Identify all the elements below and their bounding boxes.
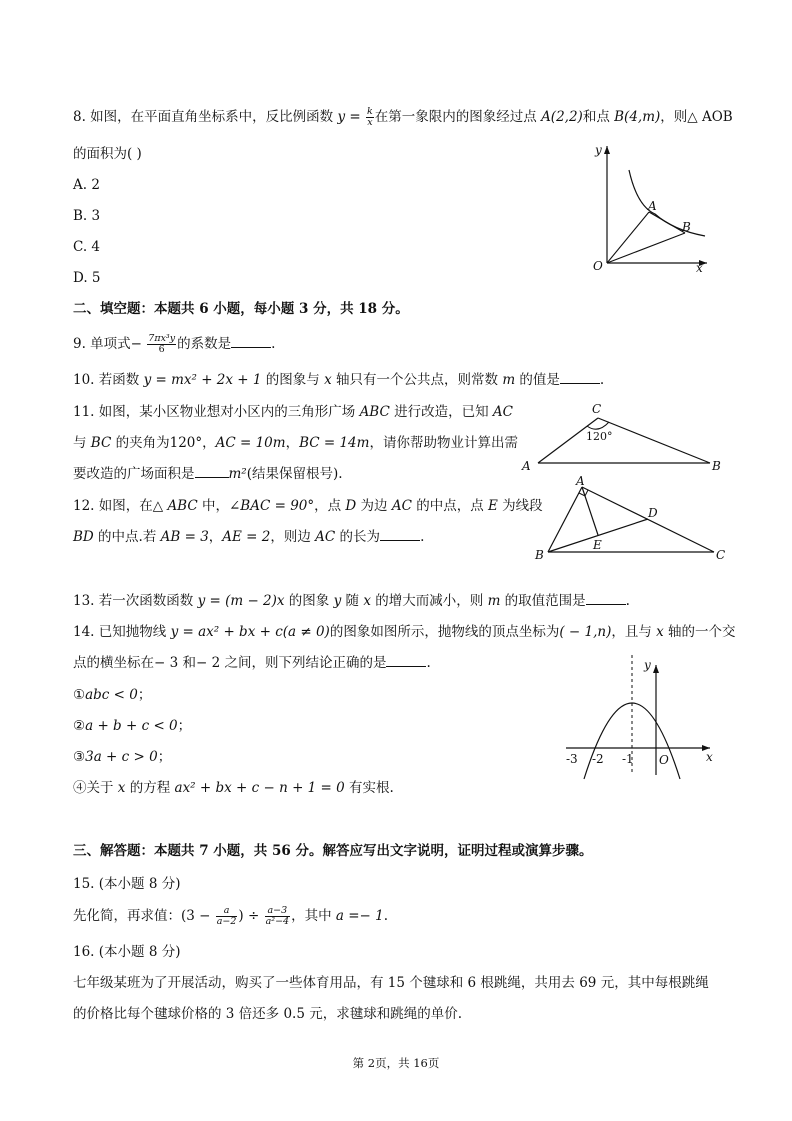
q10-x: x	[324, 372, 332, 388]
q15-frac2-den: a²−4	[265, 916, 290, 927]
q12-text: ，则边	[270, 529, 316, 545]
q14-text: ，且与	[611, 624, 657, 640]
q11-line2	[73, 434, 518, 452]
q8-point-b: B(4,m)	[614, 109, 661, 125]
q9-text: 9. 单项式−	[73, 336, 147, 352]
q12-text: 的中点，点	[411, 498, 489, 514]
q11-text: 与	[73, 435, 91, 451]
q11-blank[interactable]	[195, 465, 229, 478]
q14-item-tail: ；	[157, 749, 172, 765]
q12-fig-d: D	[648, 506, 658, 520]
q14-text: 点的横坐标在− 3 和− 2 之间，则下列结论正确的是	[73, 655, 387, 671]
q14-figure	[560, 655, 720, 780]
q9-line	[73, 334, 275, 355]
q10-expr: y = mx² + 2x + 1	[143, 372, 262, 388]
q8-text: 和点	[582, 109, 615, 125]
q13-text: 随	[341, 593, 364, 609]
q14-fig-x: x	[706, 750, 713, 764]
q11-text: 要改造的广场面积是	[73, 466, 195, 482]
q14-item-mark: ①	[73, 687, 86, 703]
q15-fraction-1	[216, 906, 238, 927]
q14-item4-expr: ax² + bx + c − n + 1 = 0	[174, 780, 345, 796]
q9-frac-den: 6	[158, 344, 165, 355]
q14-text: 轴的一个交	[663, 624, 736, 640]
q9-blank[interactable]	[231, 335, 271, 348]
q12-text: 的中点.若	[93, 529, 161, 545]
q12-text: ，点	[314, 498, 346, 514]
q8-text: ，则△ AOB	[660, 109, 733, 125]
q13-text: 的增大而减小，则	[370, 593, 488, 609]
q13-m: m	[487, 593, 501, 609]
q12-line1	[73, 497, 543, 515]
q15-fraction-2	[265, 906, 290, 927]
q14-fig-m3: -3	[566, 752, 578, 766]
q10-line	[73, 371, 604, 389]
q11-side-bc	[598, 418, 710, 463]
q11-fig-angle: 120°	[586, 430, 613, 443]
q8-segment-ab	[649, 212, 685, 233]
q10-text: 的值是	[515, 372, 560, 388]
q12-abc: ABC	[167, 498, 198, 514]
q12-fig-b: B	[535, 548, 544, 562]
q14-fig-m1: -1	[622, 752, 634, 766]
q14-item-2	[73, 717, 191, 735]
q14-vertex: ( − 1,n)	[559, 624, 612, 640]
q8-fig-y: y	[595, 143, 602, 157]
q14-line2	[73, 654, 431, 672]
q12-blank[interactable]	[380, 528, 420, 541]
q12-fig-a: A	[576, 475, 585, 488]
q14-text: .	[426, 655, 431, 671]
q13-blank[interactable]	[586, 592, 626, 605]
q8-text: 在第一象限内的图象经过点	[374, 109, 542, 125]
q14-item4-x: x	[117, 780, 126, 796]
q14-x: x	[656, 624, 664, 640]
q15-frac1-den: a−2	[216, 916, 237, 927]
section3-heading: 三、解答题：本题共 7 小题，共 56 分。解答应写出文字说明，证明过程或演算步骤。	[73, 843, 593, 859]
q9-text: .	[271, 336, 276, 352]
q15-text: 先化简，再求值：(3 −	[73, 908, 215, 924]
q8-hyperbola	[629, 170, 705, 236]
q10-text: 的图象与	[261, 372, 325, 388]
q8-fig-b: B	[682, 220, 691, 234]
q12-d: D	[345, 498, 357, 514]
q14-expr: y = ax² + bx + c(a ≠ 0)	[170, 624, 330, 640]
q10-text: 10. 若函数	[73, 372, 144, 388]
q15-line	[73, 906, 388, 927]
q8-option-a: A. 2	[73, 177, 100, 193]
q10-text: .	[599, 372, 605, 388]
q14-text: 14. 已知抛物线	[73, 624, 171, 640]
q11-ac-value: AC = 10m	[215, 435, 286, 451]
q11-unit: m²	[228, 466, 247, 482]
q14-item-1	[73, 686, 151, 704]
q8-text: 8. 如图，在平面直角坐标系中，反比例函数	[73, 109, 338, 125]
q13-y: y	[333, 593, 342, 609]
q13-text: 的取值范围是	[500, 593, 586, 609]
q16-line1: 七年级某班为了开展活动，购买了一些体育用品，有 15 个毽球和 6 根跳绳，共用去 69 元，其中每根跳绳	[73, 975, 709, 991]
q12-angle: ∠BAC = 90°	[228, 498, 315, 514]
q13-text: 的图象	[284, 593, 334, 609]
q14-item-tail: ；	[177, 718, 192, 734]
q16-title: 16. (本小题 8 分)	[73, 944, 181, 960]
q14-text: ④关于	[73, 780, 118, 796]
q8-point-a: A(2,2)	[541, 109, 583, 125]
q8-option-c: C. 4	[73, 239, 101, 255]
q8-option-d: D. 5	[73, 270, 101, 286]
q8-func-y: y =	[337, 109, 365, 125]
q14-text: 有实根.	[344, 780, 394, 796]
q12-line2	[73, 528, 424, 546]
q12-ae: AE = 2	[222, 529, 271, 545]
q11-text: 的夹角为120°，	[111, 435, 216, 451]
q8-fig-x: x	[696, 261, 703, 275]
q14-item-mark: ③	[73, 749, 86, 765]
q14-fig-m2: -2	[592, 752, 604, 766]
q12-text: 为边	[356, 498, 392, 514]
q11-bc-value: BC = 14m	[299, 435, 370, 451]
page-footer: 第 2页，共 16页	[352, 1056, 440, 1070]
q10-m: m	[502, 372, 516, 388]
q11-abc: ABC	[359, 404, 390, 420]
q8-line1	[73, 107, 733, 128]
q11-ac: AC	[492, 404, 513, 420]
q8-option-b: B. 3	[73, 208, 101, 224]
q13-text: 13. 若一次函数函数	[73, 593, 198, 609]
q12-ac2: AC	[315, 529, 336, 545]
q15-text: .	[383, 908, 389, 924]
q8-fraction	[366, 107, 374, 128]
q16-line2: 的价格比每个毽球价格的 3 倍还多 0.5 元，求毽球和跳绳的单价.	[73, 1006, 463, 1022]
q12-text: 中，	[197, 498, 229, 514]
q11-bc: BC	[90, 435, 112, 451]
q14-blank[interactable]	[386, 654, 426, 667]
q8-line2: 的面积为( )	[73, 146, 142, 162]
q11-line1	[73, 403, 513, 421]
q11-line3	[73, 465, 343, 483]
q12-figure	[530, 475, 730, 565]
q12-text: 的长为	[335, 529, 381, 545]
q15-title: 15. (本小题 8 分)	[73, 876, 181, 892]
q12-text: .	[420, 529, 425, 545]
q8-frac-num: k	[367, 106, 373, 117]
q12-text: ，	[208, 529, 223, 545]
q9-frac-num: 7πx³y	[148, 333, 176, 344]
q14-line1	[73, 623, 736, 641]
q14-item-4	[73, 779, 394, 797]
q15-frac2-num: a−3	[265, 906, 290, 917]
q13-line	[73, 592, 630, 610]
q11-text: (结果保留根号).	[246, 466, 343, 482]
q14-item-tail: ；	[137, 687, 152, 703]
q11-text: 11. 如图，某小区物业想对小区内的三角形广场	[73, 404, 360, 420]
q14-fig-y: y	[644, 658, 651, 672]
q10-text: 轴只有一个公共点，则常数	[331, 372, 503, 388]
section2-heading: 二、填空题：本题共 6 小题，每小题 3 分，共 18 分。	[73, 301, 409, 317]
q12-fig-e: E	[593, 538, 602, 552]
q11-text: 进行改造，已知	[389, 404, 493, 420]
q14-item-3	[73, 748, 171, 766]
q12-fig-c: C	[716, 548, 726, 562]
q12-ac: AC	[391, 498, 412, 514]
q12-bd: BD	[73, 529, 94, 545]
q12-ab: AB = 3	[160, 529, 209, 545]
q14-text: 的图象如图所示，抛物线的顶点坐标为	[329, 624, 560, 640]
q8-fig-o: O	[593, 259, 603, 273]
q14-item-expr: 3a + c > 0	[85, 749, 158, 765]
q12-text: 为线段	[497, 498, 543, 514]
q8-fig-a: A	[648, 199, 657, 213]
q13-text: .	[625, 593, 630, 609]
q10-blank[interactable]	[560, 371, 600, 384]
q8-frac-den: x	[367, 117, 373, 128]
q11-fig-b: B	[712, 459, 721, 473]
q9-text: 的系数是	[177, 336, 232, 352]
q13-x: x	[363, 593, 371, 609]
q15-text: ，其中	[291, 908, 336, 924]
q11-text: ，	[285, 435, 300, 451]
q13-expr: y = (m − 2)x	[197, 593, 285, 609]
arrow-icon	[653, 665, 659, 673]
arrow-icon	[604, 146, 610, 154]
q14-fig-o: O	[659, 753, 669, 767]
q11-figure	[520, 400, 730, 475]
q12-text: 12. 如图，在△	[73, 498, 168, 514]
q11-fig-a: A	[522, 459, 531, 473]
q14-item-expr: a + b + c < 0	[85, 718, 178, 734]
q11-text: ，请你帮助物业计算出需	[369, 435, 518, 451]
q14-item-mark: ②	[73, 718, 86, 734]
q15-value: a =− 1	[335, 908, 384, 924]
q15-text: ) ÷	[238, 908, 264, 924]
q9-fraction	[147, 334, 176, 355]
q11-fig-c: C	[592, 402, 602, 416]
q8-figure	[585, 138, 715, 278]
q14-item-expr: abc < 0	[85, 687, 138, 703]
q12-e: E	[488, 498, 498, 514]
q14-text: 的方程	[125, 780, 175, 796]
q15-frac1-num: a	[216, 906, 238, 917]
